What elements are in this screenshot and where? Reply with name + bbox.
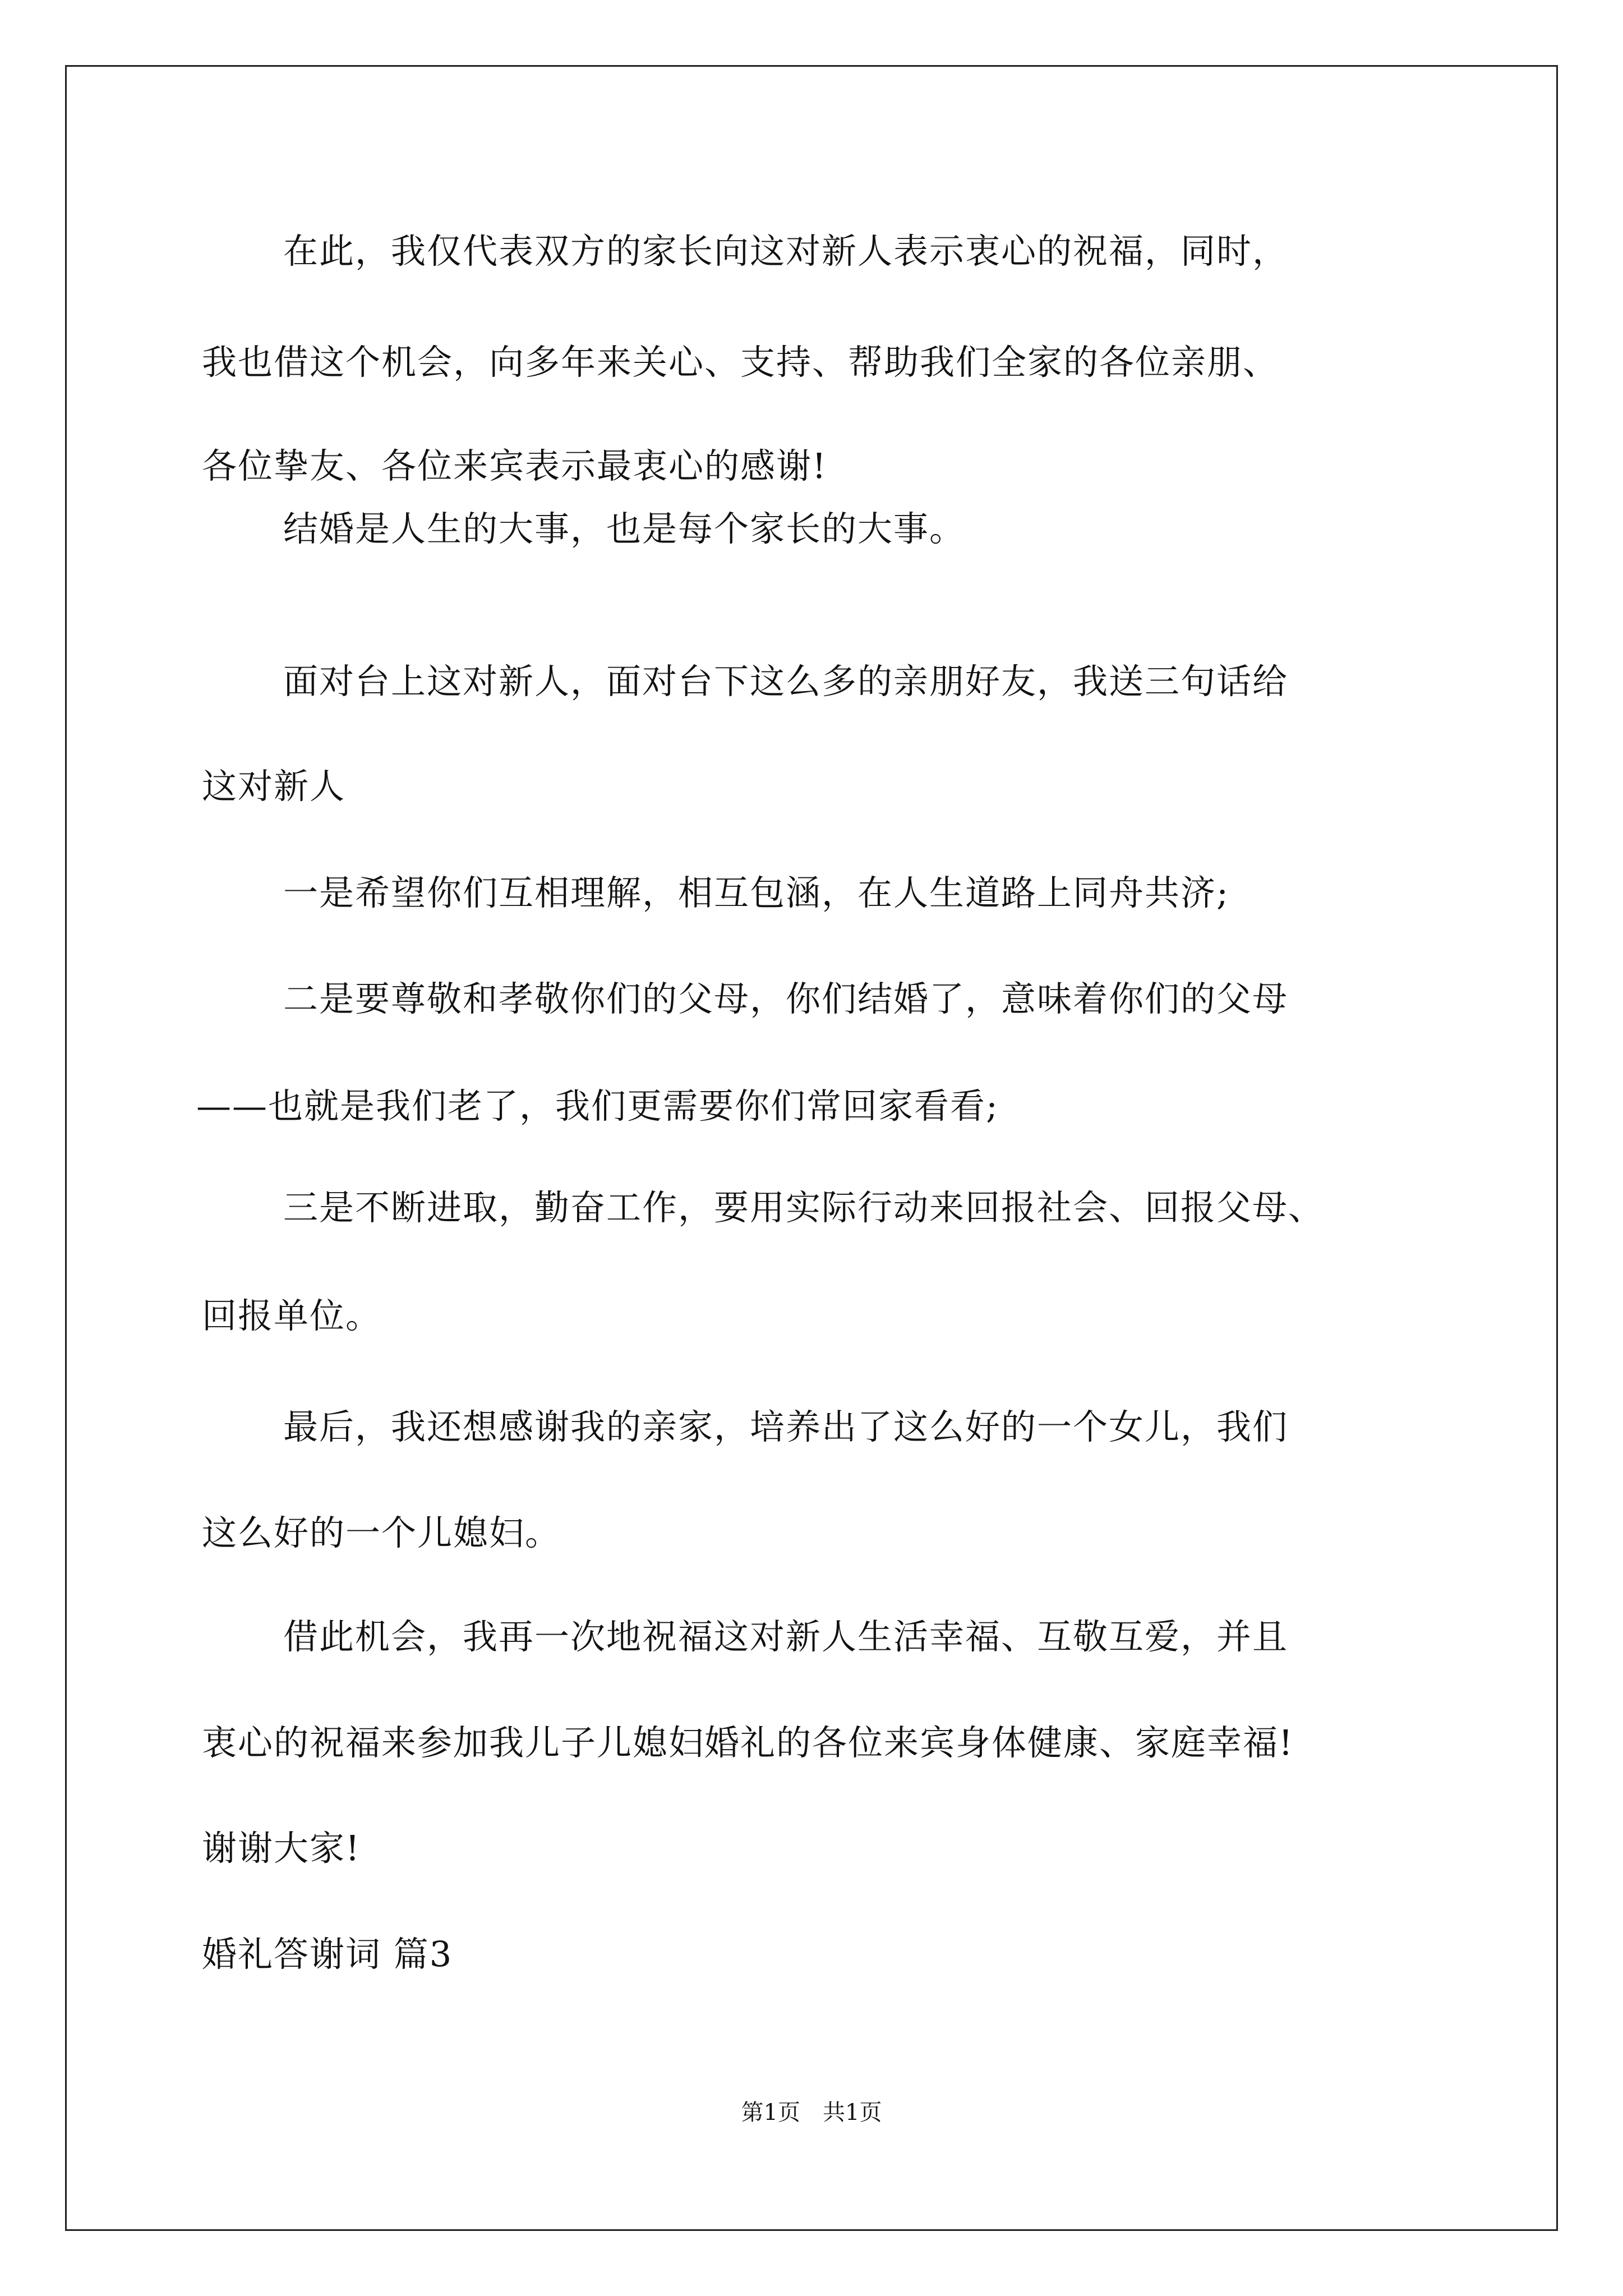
paragraph-line: 各位挚友、各位来宾表示最衷心的感谢! [202,445,827,486]
paragraph-line: 借此机会，我再一次地祝福这对新人生活幸福、互敬互爱，并且 [283,1616,1289,1657]
section-heading: 婚礼答谢词 篇3 [202,1934,453,1975]
page-number-footer: 第1页 共1页 [741,2100,882,2125]
paragraph-line: 回报单位。 [202,1295,382,1336]
paragraph-line: 谢谢大家! [202,1828,361,1869]
paragraph-line: 我也借这个机会，向多年来关心、支持、帮助我们全家的各位亲朋、 [202,342,1279,383]
paragraph-line: 面对台上这对新人，面对台下这么多的亲朋好友，我送三句话给 [283,661,1289,702]
paragraph-line: 结婚是人生的大事，也是每个家长的大事。 [283,508,966,549]
page-border [65,65,1558,2231]
paragraph-line: 这对新人 [202,766,346,807]
paragraph-line: 在此，我仅代表双方的家长向这对新人表示衷心的祝福，同时， [283,231,1289,272]
paragraph-line: 衷心的祝福来参加我儿子儿媳妇婚礼的各位来宾身体健康、家庭幸福! [202,1722,1294,1763]
paragraph-line: 二是要尊敬和孝敬你们的父母，你们结婚了，意味着你们的父母 [283,978,1289,1019]
paragraph-line: 三是不断进取，勤奋工作，要用实际行动来回报社会、回报父母、 [283,1187,1325,1228]
paragraph-line: ——也就是我们老了，我们更需要你们常回家看看; [196,1085,999,1126]
paragraph-line: 这么好的一个儿媳妇。 [202,1512,561,1553]
paragraph-line: 一是希望你们互相理解，相互包涵，在人生道路上同舟共济; [283,872,1229,913]
paragraph-line: 最后，我还想感谢我的亲家，培养出了这么好的一个女儿，我们 [283,1406,1289,1447]
